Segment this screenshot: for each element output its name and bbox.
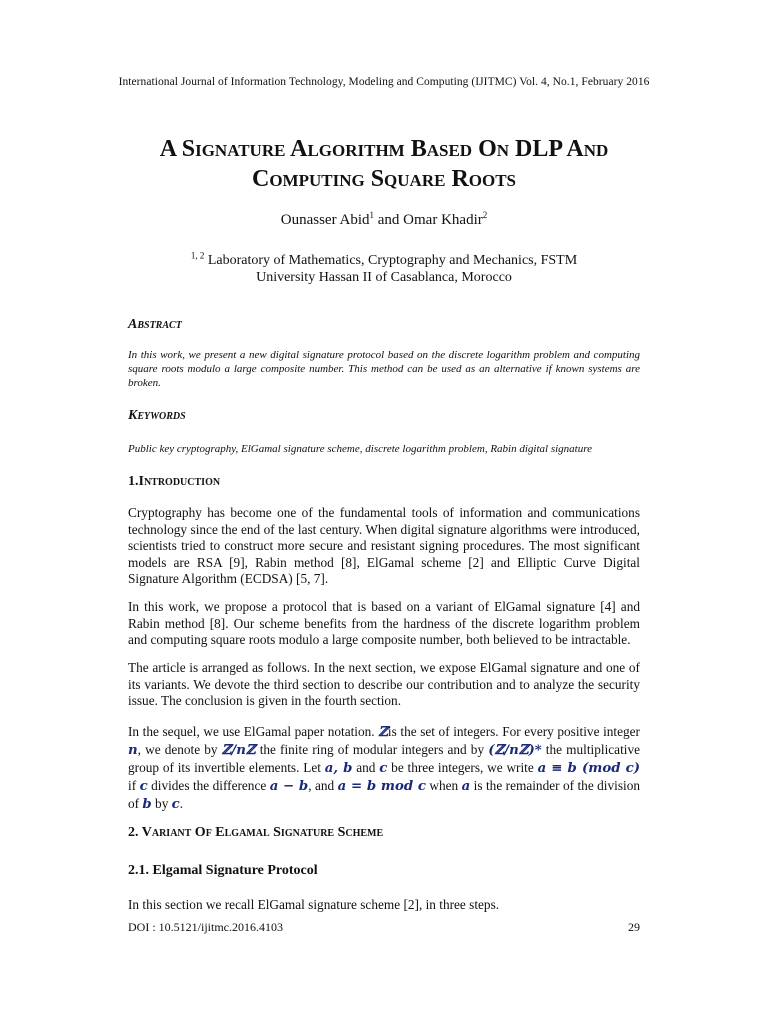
text-run: and	[352, 760, 380, 775]
introduction-heading: 1.Introduction	[128, 474, 221, 489]
introduction-paragraph-2: In this work, we propose a protocol that is based on a variant of ElGamal signature [4] and Rabin method [8]. Our scheme benefits from the hardness of the discrete logarithm problem and computing square roots modulo a large composite number, both believed to be intractable.	[128, 599, 640, 647]
title-line-1: A Signature Algorithm Based On DLP And	[159, 136, 609, 162]
author-2: Omar Khadir	[403, 212, 483, 228]
math-integers: ℤ	[378, 725, 388, 740]
author-2-affiliation-mark: 2	[482, 210, 488, 220]
abstract-text: In this work, we present a new digital signature protocol based on the discrete logarithm problem and computing square roots modulo a large composite number. This method can be used as an alternative if known systems are broken.	[128, 349, 640, 389]
text-run: the finite ring of modular integers and by	[255, 742, 489, 757]
text-run: is the remainder of the division of	[128, 778, 641, 811]
math-n: n	[128, 743, 138, 758]
author-1-affiliation-mark: 1	[369, 210, 374, 220]
authors-conjunction: and	[374, 212, 404, 228]
introduction-paragraph-4	[128, 723, 640, 813]
affiliation-mark: 1, 2	[190, 250, 205, 261]
title-line-2: Computing Square Roots	[251, 166, 517, 192]
keywords-heading: Keywords	[128, 408, 186, 423]
introduction-paragraph-1: Cryptography has become one of the fundamental tools of information and communications technology since the end of the last century. When digital signature algorithms were introduced, scientists tried to construct more secure and resistant signing procedures. The most significant models are RSA [9], Rabin method [8], ElGamal scheme [2] and Elliptic Curve Digital Signature Algorithm (ECDSA) [5, 7].	[128, 505, 640, 586]
keywords-text: Public key cryptography, ElGamal signature scheme, discrete logarithm problem, Rabin digital signature	[128, 443, 592, 455]
math-congruence: a ≡ b (mod c)	[537, 761, 640, 776]
text-run: divides the difference	[147, 778, 270, 793]
abstract-heading: Abstract	[128, 317, 182, 332]
math-group: (ℤ/nℤ)*	[488, 743, 542, 758]
affiliation-line-2: University Hassan II of Casablanca, Morocco	[256, 270, 512, 285]
text-run: be three integers, we write	[387, 760, 538, 775]
math-a: a	[461, 779, 471, 794]
text-run: , we denote by	[137, 742, 222, 757]
affiliation-line-1: Laboratory of Mathematics, Cryptography and Mechanics, FSTM	[204, 253, 578, 268]
affiliation	[0, 252, 768, 286]
footer-doi: DOI : 10.5121/ijitmc.2016.4103	[128, 920, 283, 934]
text-run: is the set of integers. For every positive integer	[387, 724, 640, 739]
text-run: In the sequel, we use ElGamal paper notation.	[128, 724, 379, 739]
math-mod-equality: a = b mod c	[337, 779, 426, 794]
text-run: when	[425, 778, 462, 793]
running-head: International Journal of Information Technology, Modeling and Computing (IJITMC) Vol. 4, No.1, February 2016	[118, 76, 650, 88]
section-2-paragraph-1: In this section we recall ElGamal signature scheme [2], in three steps.	[128, 897, 500, 912]
introduction-paragraph-3: The article is arranged as follows. In the next section, we expose ElGamal signature and one of its variants. We devote the third section to describe our contribution and to analyze the security issue. The conclusion is given in the fourth section.	[128, 660, 640, 708]
section-2-1-heading: 2.1. Elgamal Signature Protocol	[128, 863, 318, 878]
math-c: c	[379, 761, 388, 776]
math-c: c	[139, 779, 148, 794]
text-run: if	[128, 778, 140, 793]
text-run: .	[179, 796, 184, 811]
math-c: c	[171, 797, 180, 812]
math-a-b: a, b	[324, 761, 353, 776]
paper-title	[60, 134, 708, 194]
math-difference: a − b	[269, 779, 309, 794]
text-run: by	[151, 796, 172, 811]
math-b: b	[142, 797, 152, 812]
math-ring: ℤ/nℤ	[221, 743, 256, 758]
section-2-heading: 2. Variant Of Elgamal Signature Scheme	[128, 825, 384, 840]
text-run: the multiplicative group of its invertible elements. Let	[128, 742, 641, 775]
authors	[0, 212, 768, 229]
page-number: 29	[628, 920, 640, 934]
text-run: , and	[308, 778, 338, 793]
author-1: Ounasser Abid	[280, 212, 370, 228]
